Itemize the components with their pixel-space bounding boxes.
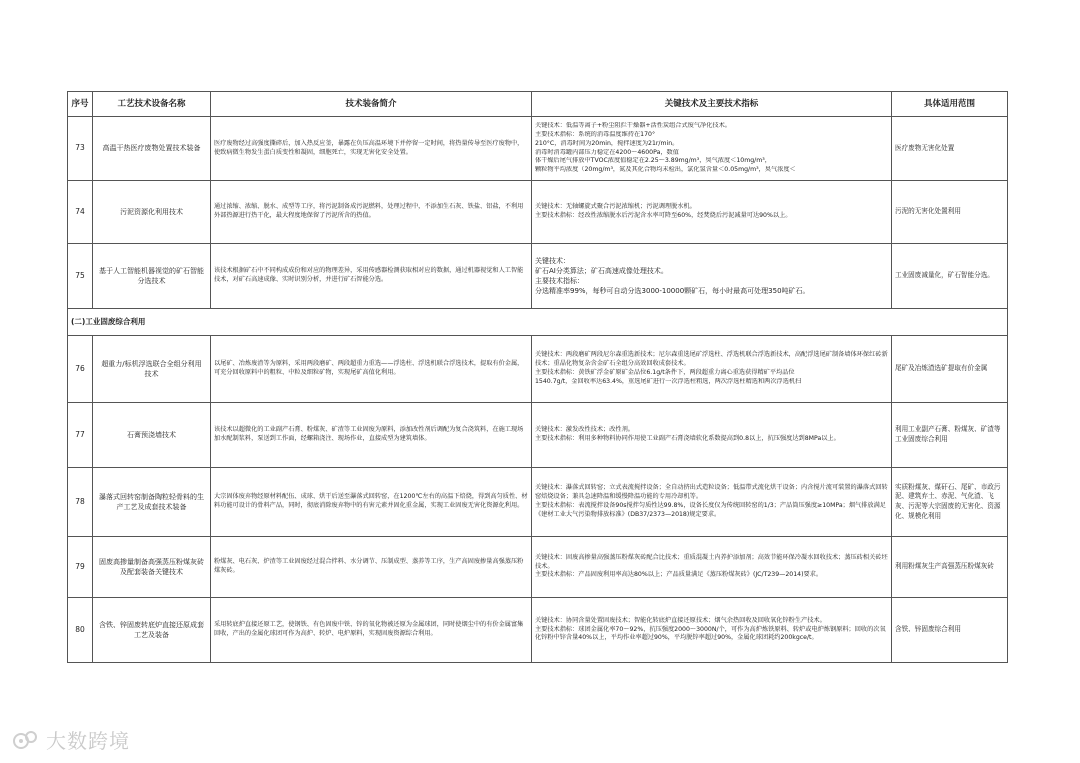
key-line: 主要技术指标：产品固废利用率高达80%以上；产品质量满足《蒸压粉煤灰砖》(JC/T239—2014)要求。	[535, 571, 823, 579]
tech-intro: 医疗废物经过高强度撕碎后，加入热反应釜，暴露在负压高温环境下并停留一定时间，将热量传导至医疗废物中，使致病微生物发生蛋白质变性和凝固，细胞死亡，实现无害化安全处置。	[211, 117, 532, 181]
key-line: 关键技术：固废高掺量高强蒸压粉煤灰砖配合比技术；重质混凝土内养护添加剂；高效节能环保冷凝水回收技术；蒸压砖相关砖坯技术。	[535, 553, 888, 570]
tech-key-indicators	[532, 244, 892, 309]
tech-intro: 采用转底炉直接还原工艺，使钢铁、有色固废中铁、锌的氧化物被还原为金属球团，同时使烟尘中的有价金属富集回收，产出的金属化球团可作为高炉、转炉、电炉原料，实现固废资源综合利用。	[211, 598, 532, 663]
row-number: 75	[68, 244, 93, 309]
row-number: 80	[68, 598, 93, 663]
tech-name: 含铁、锌固废转底炉直接还原成套工艺及装备	[93, 598, 211, 663]
tech-name: 瀑落式回转窑制备陶粒轻骨料的生产工艺及成套技术装备	[93, 468, 211, 537]
tech-scope: 污泥的无害化处置利用	[892, 181, 1008, 244]
tech-key-indicators	[532, 468, 892, 537]
tech-intro: 大宗固体废弃物经原材料配伍、成球、烘干后送至瀑落式回转窑，在1200℃左右的高温下焙烧，得到高匀质性、材料功能可设计的骨料产品，同时，彻底消除废弃物中的有害元素并固化重金属，实现工业固废无害化资源化利用。	[211, 468, 532, 537]
key-line: 1540.7g/t，金回收率达63.4%，重选尾矿进行一次浮选柱粗选，两次浮选柱精选和两次浮选机扫	[535, 377, 802, 385]
header-name: 工艺技术设备名称	[93, 92, 211, 117]
key-line: 分选精准率99%，每秒可自动分选3000-10000颗矿石，每小时最高可处理350吨矿石。	[535, 287, 810, 296]
section-title: (二)工业固废综合利用	[68, 309, 1008, 336]
tech-name: 污泥资源化利用技术	[93, 181, 211, 244]
table-row	[68, 117, 1008, 181]
key-line: 主要技术指标：	[535, 277, 584, 285]
row-number: 79	[68, 537, 93, 598]
key-line: 关键技术：协同含量处置固废技术；智能化转底炉直接还原技术；烟气余热回收及回收氧化锌粉生产技术。	[535, 616, 826, 624]
header-key: 关键技术及主要技术指标	[532, 92, 892, 117]
key-line: 关键技术：低温等离子+粉尘阻拦干燥器+活性炭组合式废气净化技术。	[535, 121, 731, 129]
key-line: 主要技术指标：利用多种物料协同作用使工业副产石膏浇墙软化系数提高到0.8以上，抗压强度达到8MPa以上。	[535, 435, 840, 442]
table-row	[68, 468, 1008, 537]
tech-key-indicators	[532, 598, 892, 663]
key-line: 关键技术：	[535, 256, 570, 265]
header-scope: 具体适用范围	[892, 92, 1008, 117]
key-line: 关键技术：两段磨矿两段尼尔森重选新技术；尼尔森重选尾矿浮选柱、浮选机联合浮选新技术，高配浮选尾矿制备墙体环保红砖新技术；重晶化物复杂含金矿石全组分高效回收成套技术。	[535, 351, 888, 368]
row-number: 73	[68, 117, 93, 181]
key-line: 主要技术指标：系统的消毒温度维持在170°	[535, 130, 656, 138]
key-line: 颗粒物平均浓度（20mg/m³，氮及其化合物均未检出，氯化氢含量＜0.05mg/m³，臭气浓度＜	[535, 166, 796, 174]
tech-scope: 实质粉煤灰、煤矸石、尾矿、市政污泥、建筑弃土、赤泥、气化渣、飞灰、污泥等大宗固废的无害化、资源化、规模化利用	[892, 468, 1008, 537]
key-line: 主要技术指标：表流搅拌设备90s搅拌匀质性达99.8%，设备长度仅为传统回转窑的1/3；产品筒压强度≥10MPa；烟气排放满足《建材工业大气污染物排放标准》(DB37/2373—2018)规定要求。	[535, 502, 886, 518]
key-line: 主要技术指标：球团金属化率70～92%，抗压强度2000～3000N/个，可作为高炉炼铁原料、转炉或电炉炼钢原料；回收的次氧化锌粉中锌含量40%以上，平均作业率超过90%，平均脱锌率超过90%，金属化球团耗约200kgce/t。	[535, 625, 886, 642]
table-row	[68, 598, 1008, 663]
section-row	[68, 309, 1008, 336]
tech-intro: 该技术以超微化的工业副产石膏、粉煤灰、矿渣等工业固废为原料，添加改性剂后调配为复合浇筑料，在施工现场加水配制浆料，泵送到工作面，经螺箱浇注、现场作业，直接成型为建筑墙体。	[211, 403, 532, 468]
row-number: 76	[68, 336, 93, 403]
tech-key-indicators	[532, 117, 892, 181]
tech-intro: 该技术根据矿石中不同构成成份和对应的物理差异，采用传感器检测获取相对应的数据，通过机器视觉和人工智能技术，对矿石高速成像、实时识别分析，并进行矿石智能分选。	[211, 244, 532, 309]
tech-intro: 粉煤灰、电石灰、炉渣等工业固废经过混合拌料、水分调节、压制成型、蒸养等工序，生产高固废掺量高强蒸压粉煤灰砖。	[211, 537, 532, 598]
tech-intro: 通过浓缩、浓缩、脱水、成型等工序，将污泥制备成污泥燃料，处理过程中，不添加生石灰、铁盐、铝盐，不利用外部热源进行热干化，最大程度地保留了污泥所含的热值。	[211, 181, 532, 244]
key-line: 主要技术指标：黄铁矿浮金矿原矿金品位6.1g/t条件下，两段超重力离心重选获得精矿平均品位	[535, 369, 795, 376]
tech-key-indicators	[532, 336, 892, 403]
tech-scope: 利用工业副产石膏、粉煤灰、矿渣等工业固废综合利用	[892, 403, 1008, 468]
tech-key-indicators	[532, 181, 892, 244]
table-row	[68, 244, 1008, 309]
key-line: 主要技术指标：经改性浓缩脱水后污泥含水率可降至60%，经焚烧后污泥减量可达90%以上。	[535, 212, 792, 219]
key-line: 关键技术：激发改性技术；改性剂。	[535, 426, 634, 434]
technology-catalog-table	[67, 91, 1008, 663]
key-line: 矿石AI分类算法；矿石高速成像处理技术。	[535, 266, 668, 275]
key-line: 210°C，消毒时间为20min，搅拌速度为21r/min。	[535, 139, 679, 147]
tech-name: 高温干热医疗废物处置技术装备	[93, 117, 211, 181]
tech-intro: 以尾矿、冶炼废渣等为原料，采用两段磨矿、两段超重力重选——浮选柱、浮选机联合浮选技术，提取有价金属，可充分回收原料中的粗粒、中粒及细粒矿物，实现尾矿高值化利用。	[211, 336, 532, 403]
table-row	[68, 181, 1008, 244]
tech-name: 超重力/标机浮选联合全组分利用技术	[93, 336, 211, 403]
key-line: 体干燥后尾气排放中TVOC浓度值稳定在2.25～3.89mg/m³，臭气浓度＜10mg/m³，	[535, 157, 771, 165]
tech-key-indicators	[532, 537, 892, 598]
key-line: 关键技术：无轴螺旋式聚合污泥浓缩机；污泥调理脱水机。	[535, 203, 696, 211]
row-number: 77	[68, 403, 93, 468]
tech-scope: 医疗废物无害化处置	[892, 117, 1008, 181]
watermark	[12, 725, 130, 754]
watermark-text: 大数跨境	[46, 729, 130, 753]
table-row	[68, 537, 1008, 598]
key-line: 消毒时消毒罐内部压力稳定在4200～4600Pa，数值	[535, 148, 679, 156]
tech-name: 石膏预浇墙技术	[93, 403, 211, 468]
table-row	[68, 336, 1008, 403]
tech-scope: 含铁、锌固废综合利用	[892, 598, 1008, 663]
row-number: 74	[68, 181, 93, 244]
tech-name: 固废高掺量制备高强蒸压粉煤灰砖及配套装备关键技术	[93, 537, 211, 598]
tech-name: 基于人工智能机器视觉的矿石智能分选技术	[93, 244, 211, 309]
tech-scope: 工业固废减量化，矿石智能分选。	[892, 244, 1008, 309]
key-line: 关键技术：瀑落式回转窑；立式表流搅拌设备；全自动挤出式造粒设备；低温带式流化烘干设备；内含搅片流可装置的瀑落式回转窑焙烧设备；兼具急速降温和缓慢降温功能的专用冷却机等。	[535, 484, 888, 501]
tech-scope: 利用粉煤灰生产高强蒸压粉煤灰砖	[892, 537, 1008, 598]
row-number: 78	[68, 468, 93, 537]
header-intro: 技术装备简介	[211, 92, 532, 117]
tech-scope: 尾矿及冶炼渣选矿提取有价金属	[892, 336, 1008, 403]
header-no: 序号	[68, 92, 93, 117]
table-header-row	[68, 92, 1008, 117]
watermark-logo-icon	[12, 729, 40, 751]
table-row	[68, 403, 1008, 468]
tech-key-indicators	[532, 403, 892, 468]
